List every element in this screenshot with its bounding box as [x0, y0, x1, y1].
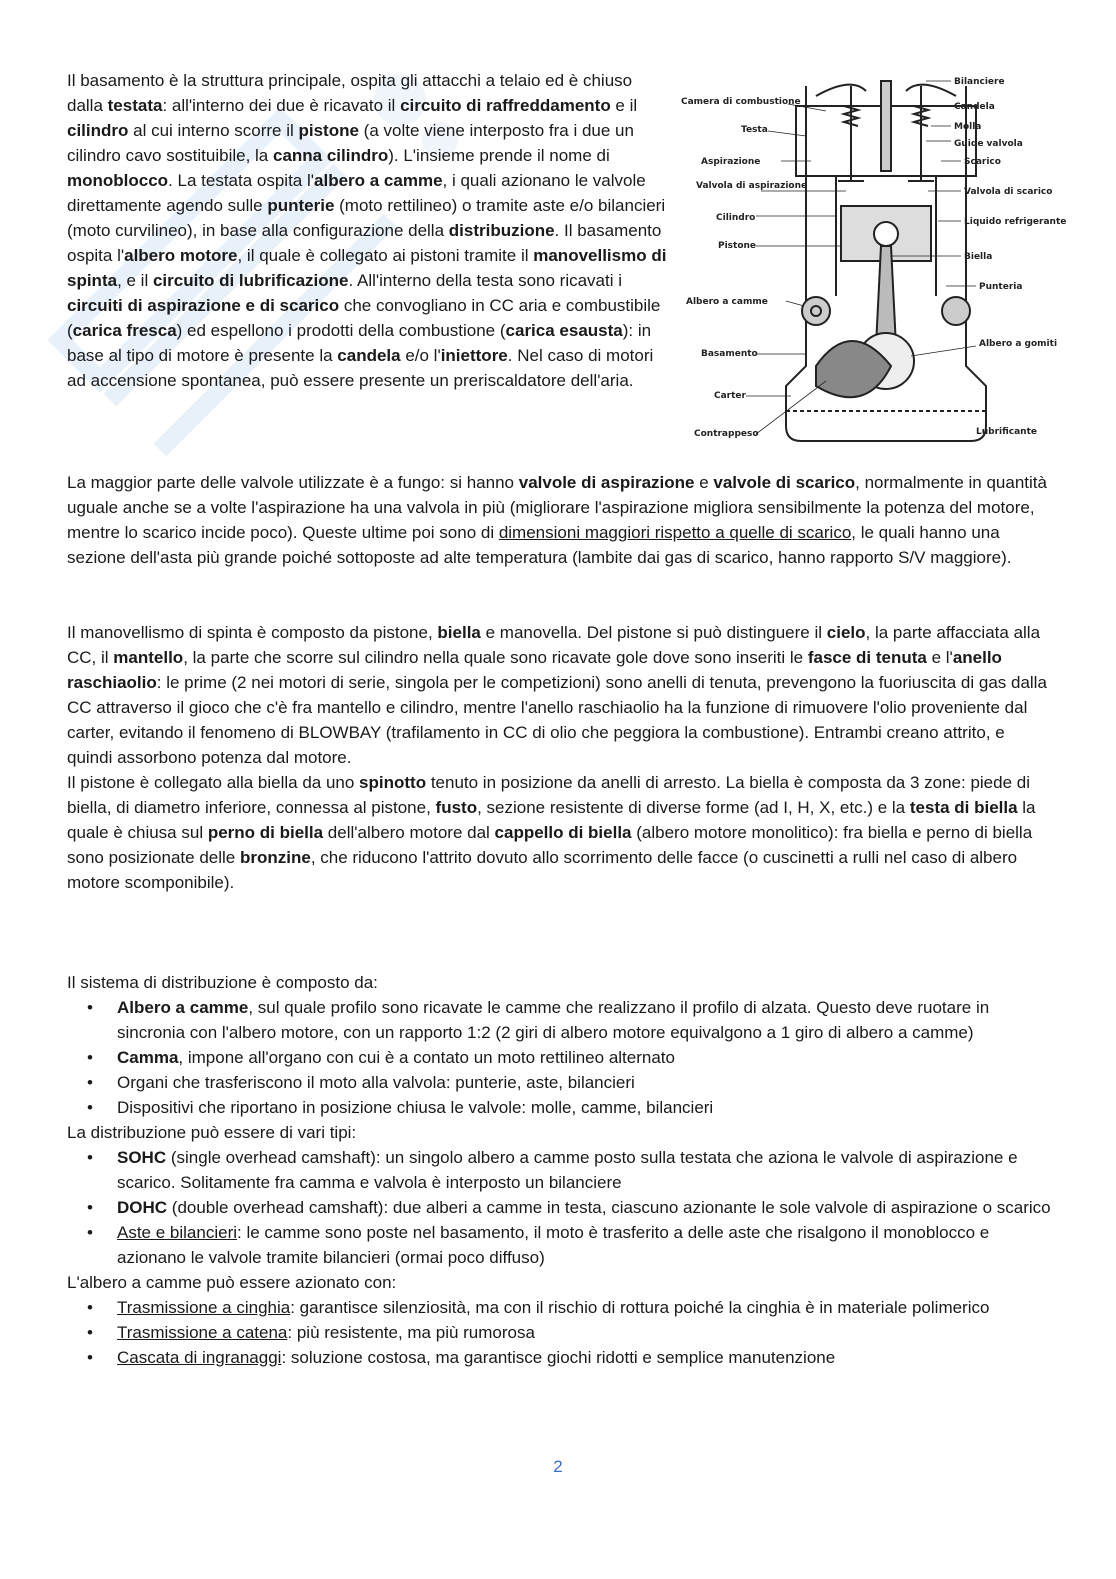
tipi-list	[67, 1145, 1052, 1270]
label-molla: Molla	[954, 122, 982, 132]
label-camera-combustione: Camera di combustione	[681, 97, 801, 107]
label-liquido-refrigerante: Liquido refrigerante	[964, 217, 1067, 227]
label-biella: Biella	[964, 252, 993, 262]
label-bilanciere: Bilanciere	[954, 77, 1005, 87]
distribuzione-intro: Il sistema di distribuzione è composto da:	[67, 973, 378, 992]
engine-cross-section-figure	[676, 66, 1067, 451]
list-item: • Trasmissione a catena: più resistente, ma più rumorosa	[117, 1320, 1052, 1345]
list-item: • Trasmissione a cinghia: garantisce silenziosità, ma con il rischio di rottura poiché la cinghia è in materiale polimerico	[117, 1295, 1052, 1320]
page-number: 2	[553, 1457, 563, 1476]
paragraph-valvole: La maggior parte delle valvole utilizzate è a fungo: si hanno valvole di aspirazione e valvole di scarico, normalmente in quantità uguale anche se a volte l'aspirazione ha una valvola in più (migliorare l'aspirazione migliora sensibilmente la potenza del motore, mentre lo scarico incide poco). Queste ultime poi sono di dimensioni maggiori rispetto a quelle di scarico, le quali hanno una sezione dell'asta più grande poiché sottoposte ad alte temperatura (lambite dai gas di scarico, hanno rapporto S/V maggiore).	[67, 473, 1047, 567]
label-cilindro: Cilindro	[716, 213, 756, 223]
distribuzione-list	[67, 995, 1052, 1120]
azionamento-list	[67, 1295, 1052, 1370]
tipi-intro: La distribuzione può essere di vari tipi:	[67, 1123, 357, 1142]
list-item: • Organi che trasferiscono il moto alla valvola: punterie, aste, bilancieri	[117, 1070, 1052, 1095]
label-carter: Carter	[714, 391, 746, 401]
list-item: • Camma, impone all'organo con cui è a contato un moto rettilineo alternato	[117, 1045, 1052, 1070]
label-testa: Testa	[741, 125, 768, 135]
label-basamento: Basamento	[701, 349, 758, 359]
label-albero-a-gomiti: Albero a gomiti	[979, 339, 1058, 349]
label-scarico: Scarico	[964, 157, 1001, 167]
label-candela: Candela	[954, 102, 995, 112]
list-item: • Cascata di ingranaggi: soluzione costosa, ma garantisce giochi ridotti e semplice manutenzione	[117, 1345, 1052, 1370]
azionamento-intro: L'albero a camme può essere azionato con:	[67, 1273, 397, 1292]
list-item: • Aste e bilancieri: le camme sono poste nel basamento, il moto è trasferito a delle aste che risalgono il monoblocco e azionano le valvole tramite bilancieri (ormai poco diffuso)	[117, 1220, 1052, 1270]
label-albero-a-camme: Albero a camme	[686, 297, 768, 307]
paragraph-basamento: Il basamento è la struttura principale, ospita gli attacchi a telaio ed è chiuso dalla testata: all'interno dei due è ricavato il circuito di raffreddamento e il cilindro al cui interno scorre il pistone (a volte viene interposto fra i due un cilindro cavo sostituibile, la canna cilindro). L'insieme prende il nome di monoblocco. La testata ospita l'albero a camme, i quali azionano le valvole direttamente agendo sulle punterie (moto rettilineo) o tramite aste e/o bilancieri (moto curvilineo), in base alla configurazione della distribuzione. Il basamento ospita l'albero motore, il quale è collegato ai pistoni tramite il manovellismo di spinta, e il circuito di lubrificazione. All'interno della testa sono ricavati i circuiti di aspirazione e di scarico che convogliano in CC aria e combustibile (carica fresca) ed espellono i prodotti della combustione (carica esausta): in base al tipo di motore è presente la candela e/o l'iniettore. Nel caso di motori ad accensione spontanea, può essere presente un preriscaldatore dell'aria.	[67, 71, 667, 390]
label-valvola-aspirazione: Valvola di aspirazione	[696, 181, 808, 191]
label-lubrificante: Lubrificante	[976, 427, 1038, 437]
label-aspirazione: Aspirazione	[701, 157, 761, 167]
paragraph-manovellismo: Il manovellismo di spinta è composto da pistone, biella e manovella. Del pistone si può distinguere il cielo, la parte affacciata alla CC, il mantello, la parte che scorre sul cilindro nella quale sono ricavate gole dove sono inseriti le fasce di tenuta e l'anello raschiaolio: le prime (2 nei motori di serie, singola per le competizioni) sono anelli di tenuta, prevengono la fuoriuscita di gas dalla CC attraverso il gioco che c'è fra mantello e cilindro, mentre l'anello raschiaolio ha la funzione di rimuovere l'olio proveniente dal carter, evitando il fenomeno di BLOWBAY (trafilamento in CC di olio che peggiora la combustione). Entrambi creano attrito, e quindi assorbono potenza dal motore. Il pistone è collegato alla biella da uno spinotto tenuto in posizione da anelli di arresto. La biella è composta da 3 zone: piede di biella, di diametro inferiore, connessa al pistone, fusto, sezione resistente di diverse forme (ad I, H, X, etc.) e la testa di biella la quale è chiusa sul perno di biella dell'albero motore dal cappello di biella (albero motore monolitico): fra biella e perno di biella sono posizionate delle bronzine, che riducono l'attrito dovuto allo scorrimento delle facce (o cuscinetti a rulli nel caso di albero motore scomponibile).	[67, 623, 1047, 892]
label-valvola-scarico: Valvola di scarico	[964, 187, 1053, 197]
label-contrappeso: Contrappeso	[694, 429, 759, 439]
label-guide-valvola: Guide valvola	[954, 139, 1023, 149]
list-item: • DOHC (double overhead camshaft): due alberi a camme in testa, ciascuno azionante le sole valvole di aspirazione o scarico	[117, 1195, 1052, 1220]
list-item: • Albero a camme, sul quale profilo sono ricavate le camme che realizzano il profilo di alzata. Questo deve ruotare in sincronia con l'albero motore, con un rapporto 1:2 (2 giri di albero motore equivalgono a 1 giro di albero a camme)	[117, 995, 1052, 1045]
label-pistone: Pistone	[718, 241, 757, 251]
section-distribuzione	[67, 970, 1052, 1370]
label-punteria: Punteria	[979, 282, 1023, 292]
list-item: • SOHC (single overhead camshaft): un singolo albero a camme posto sulla testata che aziona le valvole di aspirazione e scarico. Solitamente fra camma e valvola è interposto un bilanciere	[117, 1145, 1052, 1195]
list-item: • Dispositivi che riportano in posizione chiusa le valvole: molle, camme, bilancieri	[117, 1095, 1052, 1120]
